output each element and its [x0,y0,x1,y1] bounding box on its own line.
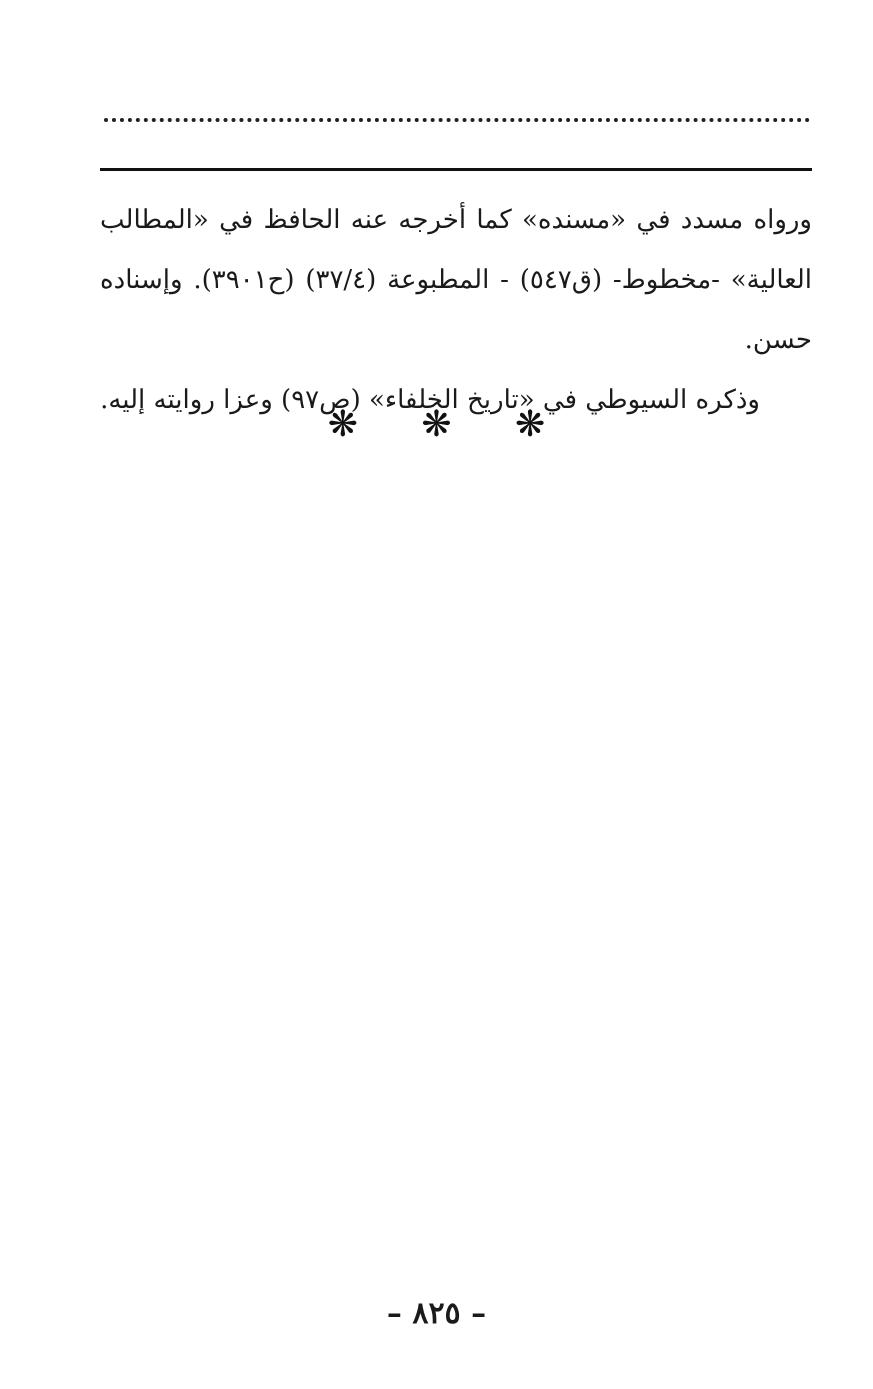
footnote-paragraph-2: وذكره السيوطي في «تاريخ الخلفاء» (ص٩٧) وعزا روايته إليه. [100,385,760,415]
footnote-paragraph-1: ورواه مسدد في «مسنده» كما أخرجه عنه الحافظ في «المطالب العالية» -مخطوط- (ق٥٤٧) - المطبوعة (٣٧/٤) (ح٣٩٠١). وإسناده حسن. [100,205,812,355]
dotted-separator [104,118,810,122]
section-separator-stars [0,404,873,445]
footnote-text [100,190,812,430]
footnote-rule [100,168,812,171]
star-icon: ❋ [327,404,358,445]
star-icon: ❋ [421,404,452,445]
page-number: – ٨٢٥ – [386,1296,487,1331]
star-icon: ❋ [515,404,546,445]
